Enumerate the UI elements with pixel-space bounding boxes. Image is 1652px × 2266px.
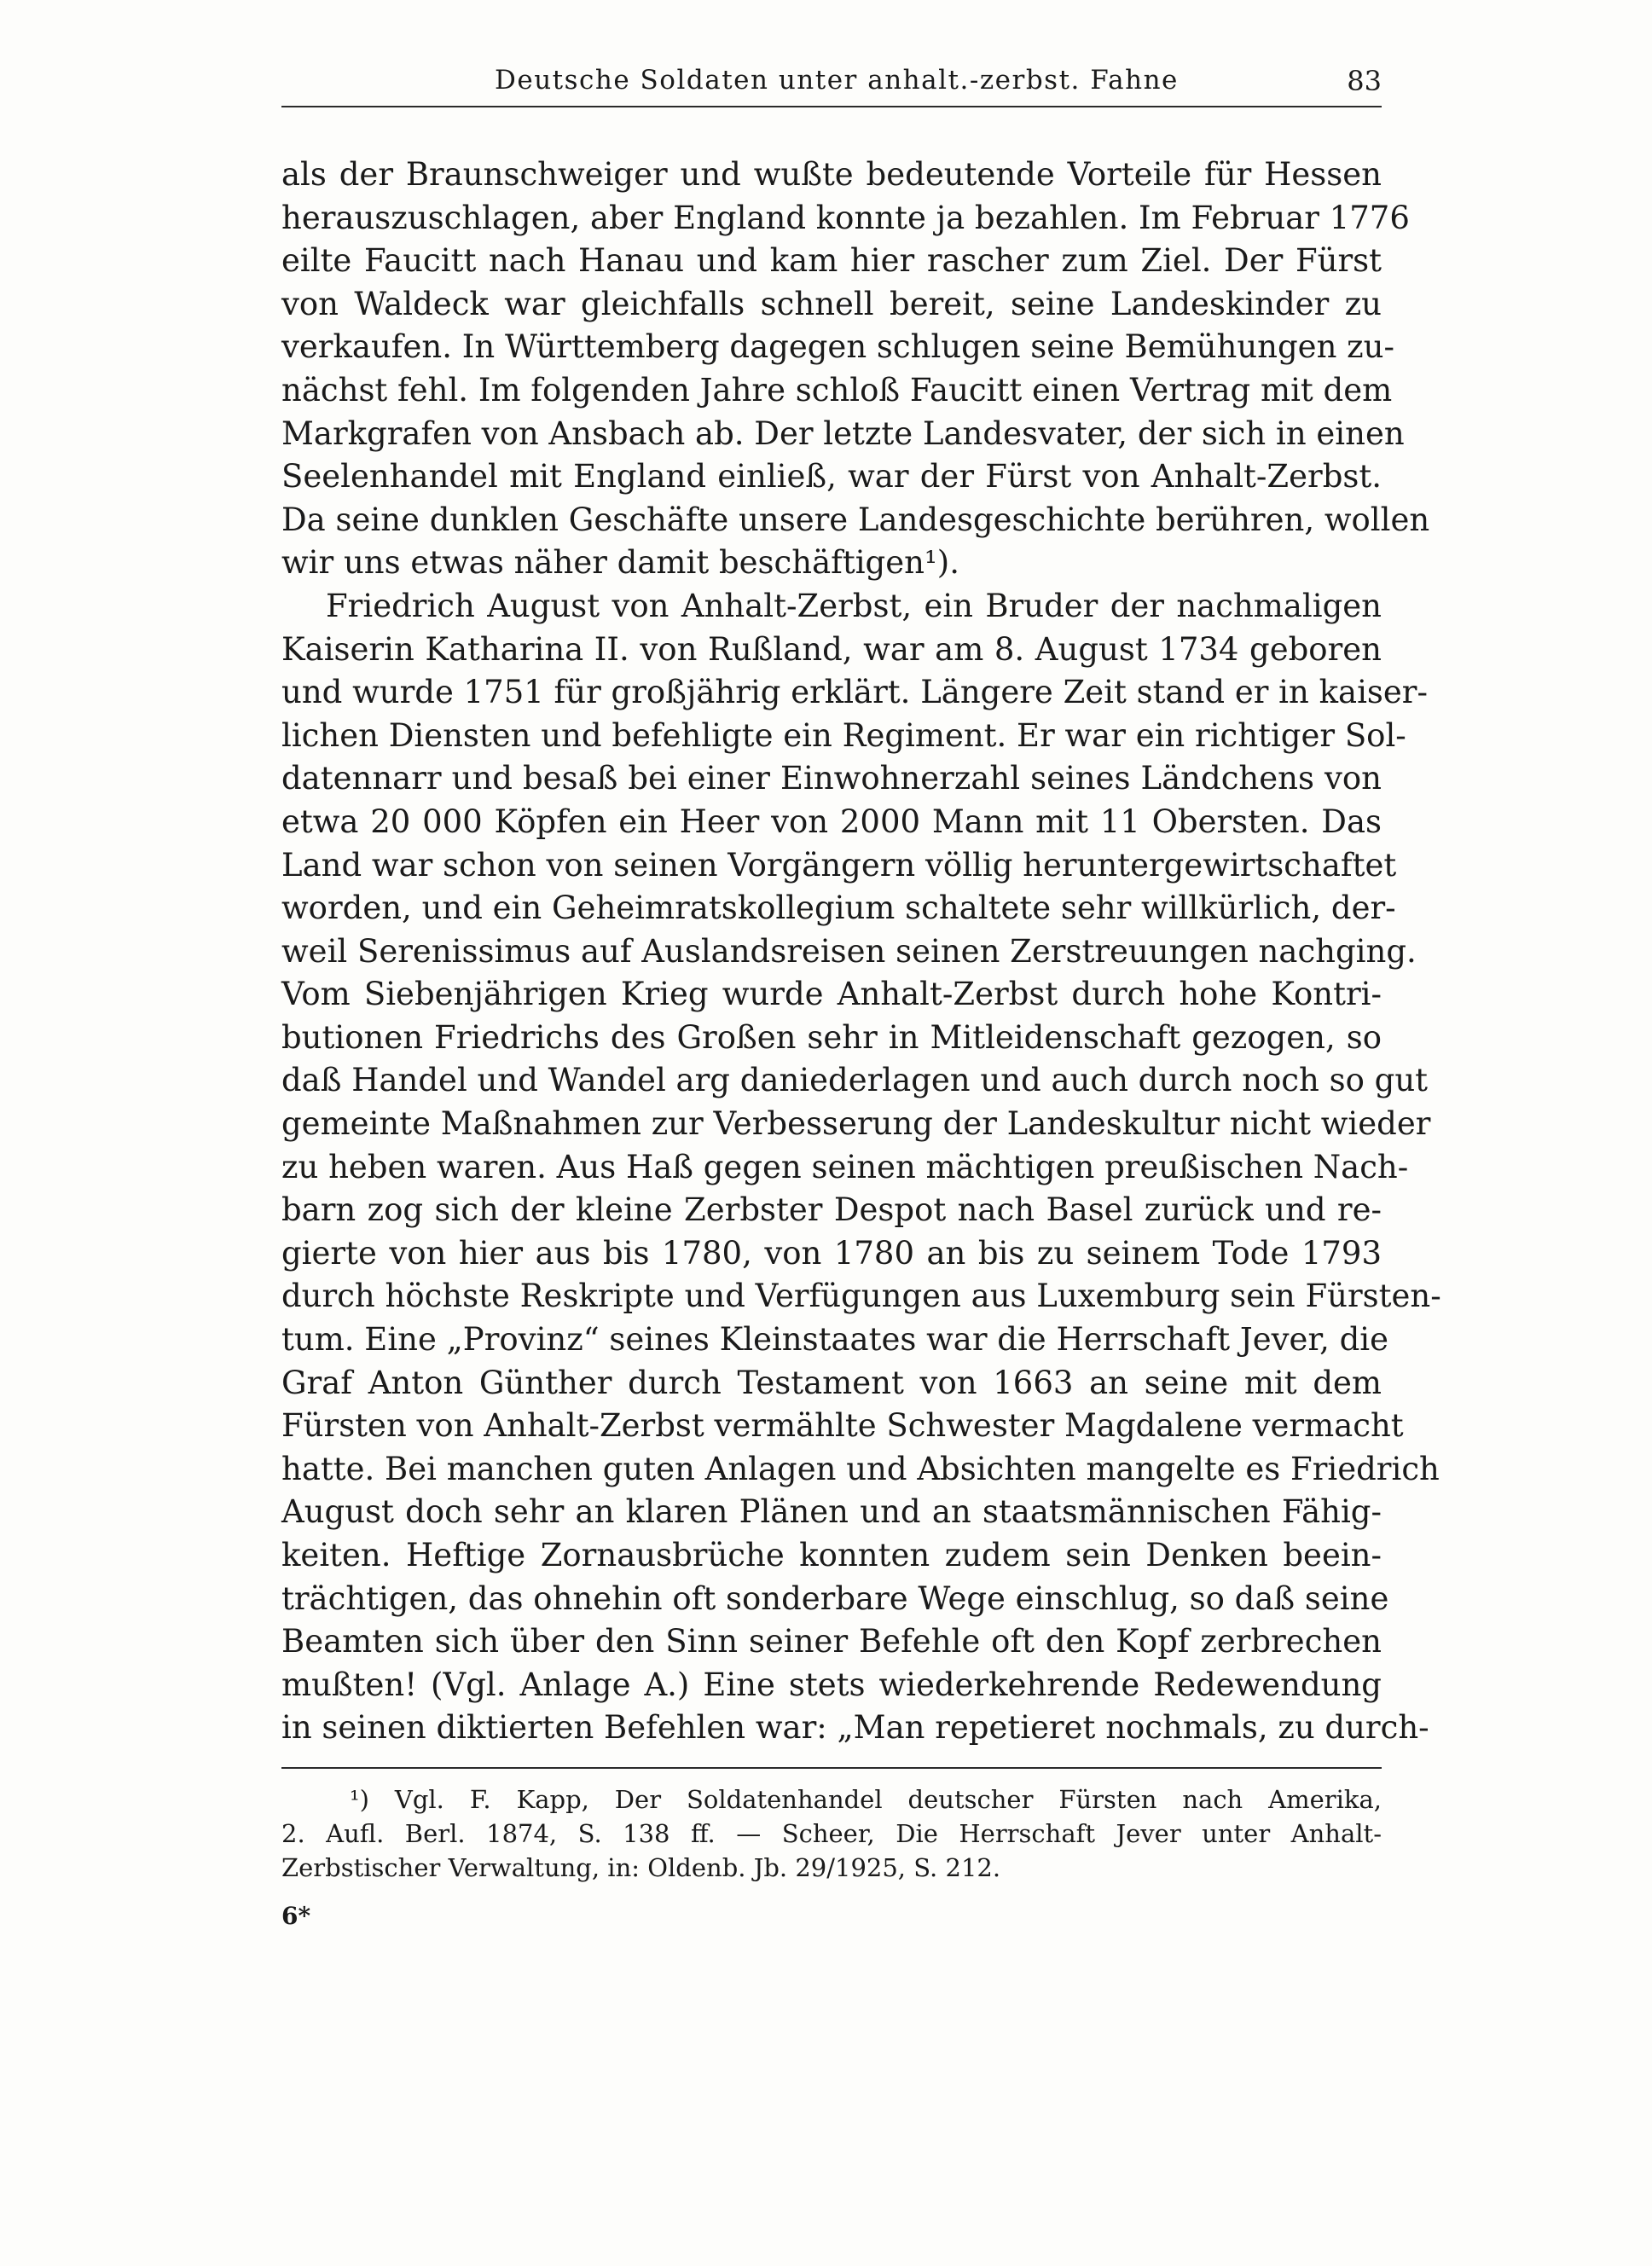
text-line: zu heben waren. Aus Haß gegen seinen mächtigen preußischen Nach-	[281, 1148, 1409, 1185]
text-line: von Waldeck war gleichfalls schnell bereit, seine Landeskinder zu	[281, 285, 1382, 322]
text-line: weil Serenissimus auf Auslandsreisen seinen Zerstreuungen nachging.	[281, 932, 1417, 970]
header-rule	[281, 106, 1382, 107]
text-line: Vom Siebenjährigen Krieg wurde Anhalt-Zerbst durch hohe Kontri-	[281, 976, 1382, 1013]
text-line: lichen Diensten und befehligte ein Regiment. Er war ein richtiger Sol-	[281, 716, 1406, 754]
text-line: eilte Faucitt nach Hanau und kam hier rascher zum Ziel. Der Fürst	[281, 242, 1382, 280]
text-line: Fürsten von Anhalt-Zerbst vermählte Schwester Magdalene vermacht	[281, 1407, 1404, 1445]
text-line: in seinen diktierten Befehlen war: „Man repetieret nochmals, zu durch-	[281, 1709, 1429, 1747]
text-line: butionen Friedrichs des Großen sehr in Mitleidenschaft gezogen, so	[281, 1018, 1382, 1056]
text-line: Seelenhandel mit England einließ, war der Fürst von Anhalt-Zerbst.	[281, 458, 1382, 496]
text-line: keiten. Heftige Zornausbrüche konnten zudem sein Denken beein-	[281, 1537, 1382, 1573]
text-line: verkaufen. In Württemberg dagegen schlugen seine Bemühungen zu-	[281, 328, 1394, 366]
text-line: trächtigen, das ohnehin oft sonderbare Wege einschlug, so daß seine	[281, 1579, 1389, 1617]
text-line: etwa 20 000 Köpfen ein Heer von 2000 Mann mit 11 Obersten. Das	[281, 803, 1382, 840]
footnote-rule	[281, 1767, 1382, 1769]
text-line: Friedrich August von Anhalt-Zerbst, ein Bruder der nachmaligen	[326, 587, 1382, 624]
text-line: daß Handel und Wandel arg daniederlagen und auch durch noch so gut	[281, 1062, 1429, 1099]
text-line: Markgrafen von Ansbach ab. Der letzte Landesvater, der sich in einen	[281, 414, 1405, 452]
footnote-line: 2. Aufl. Berl. 1874, S. 138 ff. — Scheer, Die Herrschaft Jever unter Anhalt-	[281, 1819, 1382, 1848]
text-line: barn zog sich der kleine Zerbster Despot nach Basel zurück und re-	[281, 1191, 1382, 1229]
text-line: Graf Anton Günther durch Testament von 1663 an seine mit dem	[281, 1364, 1382, 1401]
text-line: mußten! (Vgl. Anlage A.) Eine stets wiederkehrende Redewendung	[281, 1666, 1382, 1703]
footnote-line: Zerbstischer Verwaltung, in: Oldenb. Jb. 29/1925, S. 212.	[281, 1853, 1001, 1882]
text-line: durch höchste Reskripte und Verfügungen aus Luxemburg sein Fürsten-	[281, 1278, 1441, 1315]
text-line: Kaiserin Katharina II. von Rußland, war am 8. August 1734 geboren	[281, 630, 1382, 668]
text-line: wir uns etwas näher damit beschäftigen¹).	[281, 544, 959, 582]
text-line: nächst fehl. Im folgenden Jahre schloß Faucitt einen Vertrag mit dem	[281, 371, 1393, 409]
page-number: 83	[1347, 65, 1382, 97]
text-line: gierte von hier aus bis 1780, von 1780 an bis zu seinem Tode 1793	[281, 1234, 1382, 1272]
text-line: worden, und ein Geheimratskollegium schaltete sehr willkürlich, der-	[281, 890, 1396, 927]
footnote-line: ¹) Vgl. F. Kapp, Der Soldatenhandel deutscher Fürsten nach Amerika,	[350, 1785, 1382, 1814]
footnotes	[281, 1782, 1382, 1885]
text-line: tum. Eine „Provinz“ seines Kleinstaates war die Herrschaft Jever, die	[281, 1321, 1389, 1359]
text-line: hatte. Bei manchen guten Anlagen und Absichten mangelte es Friedrich	[281, 1450, 1440, 1487]
text-line: datennarr und besaß bei einer Einwohnerzahl seines Ländchens von	[281, 760, 1382, 797]
printer-signature-mark: 6*	[281, 1902, 311, 1930]
text-line: Land war schon von seinen Vorgängern völlig heruntergewirtschaftet	[281, 846, 1397, 884]
text-line: herauszuschlagen, aber England konnte ja bezahlen. Im Februar 1776	[281, 199, 1410, 236]
text-line: als der Braunschweiger und wußte bedeutende Vorteile für Hessen	[281, 156, 1382, 193]
text-line: gemeinte Maßnahmen zur Verbesserung der Landeskultur nicht wieder	[281, 1105, 1431, 1143]
text-line: und wurde 1751 für großjährig erklärt. Längere Zeit stand er in kaiser-	[281, 674, 1428, 711]
text-line: August doch sehr an klaren Plänen und an staatsmännischen Fähig-	[281, 1493, 1382, 1531]
text-line: Da seine dunklen Geschäfte unsere Landesgeschichte berühren, wollen	[281, 501, 1430, 538]
page-header	[281, 61, 1382, 104]
running-head: Deutsche Soldaten unter anhalt.-zerbst. Fahne	[495, 65, 1179, 96]
text-line: Beamten sich über den Sinn seiner Befehle oft den Kopf zerbrechen	[281, 1623, 1382, 1660]
body-text	[281, 154, 1441, 1747]
